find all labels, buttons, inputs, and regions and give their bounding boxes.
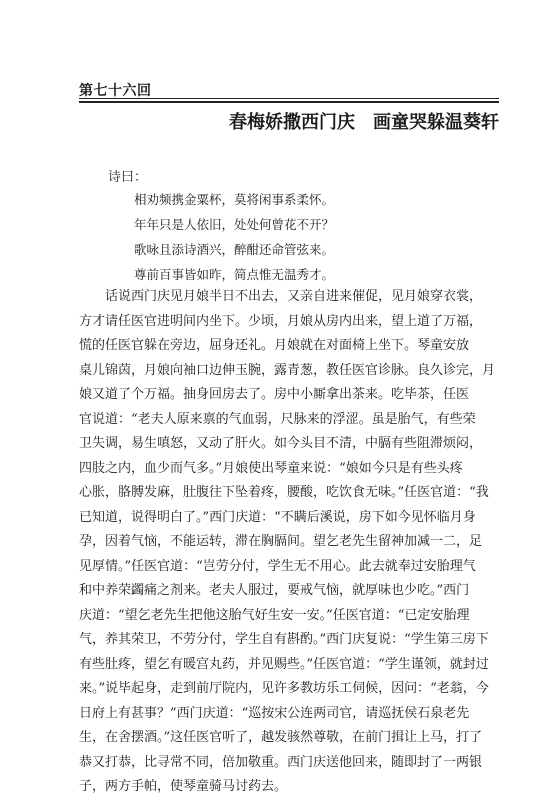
chapter-number: 第七十六回	[79, 83, 152, 99]
body-line: 卫失调，易生嗔怒，又动了肝火。如今头目不清，中膈有些阻滞烦闷，	[79, 436, 483, 451]
body-line: 方才请任医官进明间内坐下。少顷，月娘从房内出来，望上道了万福，	[79, 313, 483, 329]
chapter-title-part2: 画童哭躲温葵轩	[373, 112, 499, 133]
body-line: 慌的任医官躲在旁边，屈身还礼。月娘就在对面椅上坐下。琴童安放	[79, 338, 470, 353]
body-line: 生，在舍摆酒。”这任医官听了，越发骇然尊敬，在前门揖让上马，打了	[79, 730, 483, 745]
chapter-title	[229, 108, 499, 134]
poem-line: 歌咏且添诗酒兴，醉酣还命管弦来。	[134, 242, 335, 257]
body-line: 四肢之内，血少而气多。”月娘使出琴童来说：“娘如今只是有些头疼	[79, 460, 463, 476]
body-line: 来。”说毕起身，走到前厅院内，见许多教坊乐工伺候，因问：“老翁，今	[79, 681, 489, 696]
poem-intro: 诗曰：	[108, 170, 148, 185]
body-line: 话说西门庆见月娘半日不出去，又亲自进来催促，见月娘穿衣裳，	[79, 289, 483, 304]
chapter-title-part1: 春梅娇撒西门庆	[229, 112, 355, 133]
poem-line: 尊前百事皆如昨，简点惟无温秀才。	[134, 267, 335, 282]
body-line: 已知道，说得明白了。”西门庆道：“不瞒后溪说，房下如今见怀临月身	[79, 509, 476, 525]
body-line: 和中养荣蠲痛之剂来。老夫人服过，要戒气恼，就厚味也少吃。”西门	[79, 583, 470, 598]
body-line: 见厚情。”任医官道：“岂劳分付，学生无不用心。此去就奉过安胎理气	[79, 558, 476, 574]
body-line: 子，两方手帕，使琴童骑马讨药去。	[79, 779, 288, 794]
body-line: 官说道：“老夫人原来禀的气血弱，尺脉来的浮涩。虽是胎气，有些荣	[79, 411, 476, 427]
header-rule-thin	[79, 98, 499, 99]
body-line: 有些肚疼，望乞有暖宫丸药，并见赐些。”任医官道：“学生谨领，就封过	[79, 656, 489, 672]
body-line: 娘又道了个万福。抽身回房去了。房中小厮拿出茶来。吃毕茶，任医	[79, 387, 470, 402]
body-text	[79, 285, 498, 800]
poem-line: 年年只是人依旧，处处何曾花不开？	[134, 217, 335, 232]
body-line: 庆道：“望乞老先生把他这胎气好生安一安。”任医官道：“已定安胎理	[79, 607, 470, 623]
body-line: 孕，因着气恼，不能运转，滞在胸膈间。望乞老先生留神加减一二，足	[79, 534, 483, 549]
body-line: 恭又打恭，比寻常不同，倍加敬重。西门庆送他回来，随即封了一两银	[79, 754, 483, 770]
header-rule-thick	[79, 101, 499, 103]
body-line: 日府上有甚事？”西门庆道：“巡按宋公连两司官，请巡抚侯石泉老先	[79, 705, 470, 721]
body-line: 气，养其荣卫，不劳分付，学生自有斟酌。”西门庆复说：“学生第三房下	[79, 632, 489, 647]
poem-line: 相劝频携金粟杯，莫将闲事系柔怀。	[134, 192, 335, 207]
body-line: 心胀，胳膊发麻，肚腹往下坠着疼，腰酸，吃饮食无味。”任医官道：“我	[79, 485, 489, 500]
body-line: 桌儿锦茵，月娘向袖口边伸玉腕，露青葱，教任医官诊脉。良久诊完，月	[79, 362, 496, 378]
poem	[134, 187, 334, 287]
